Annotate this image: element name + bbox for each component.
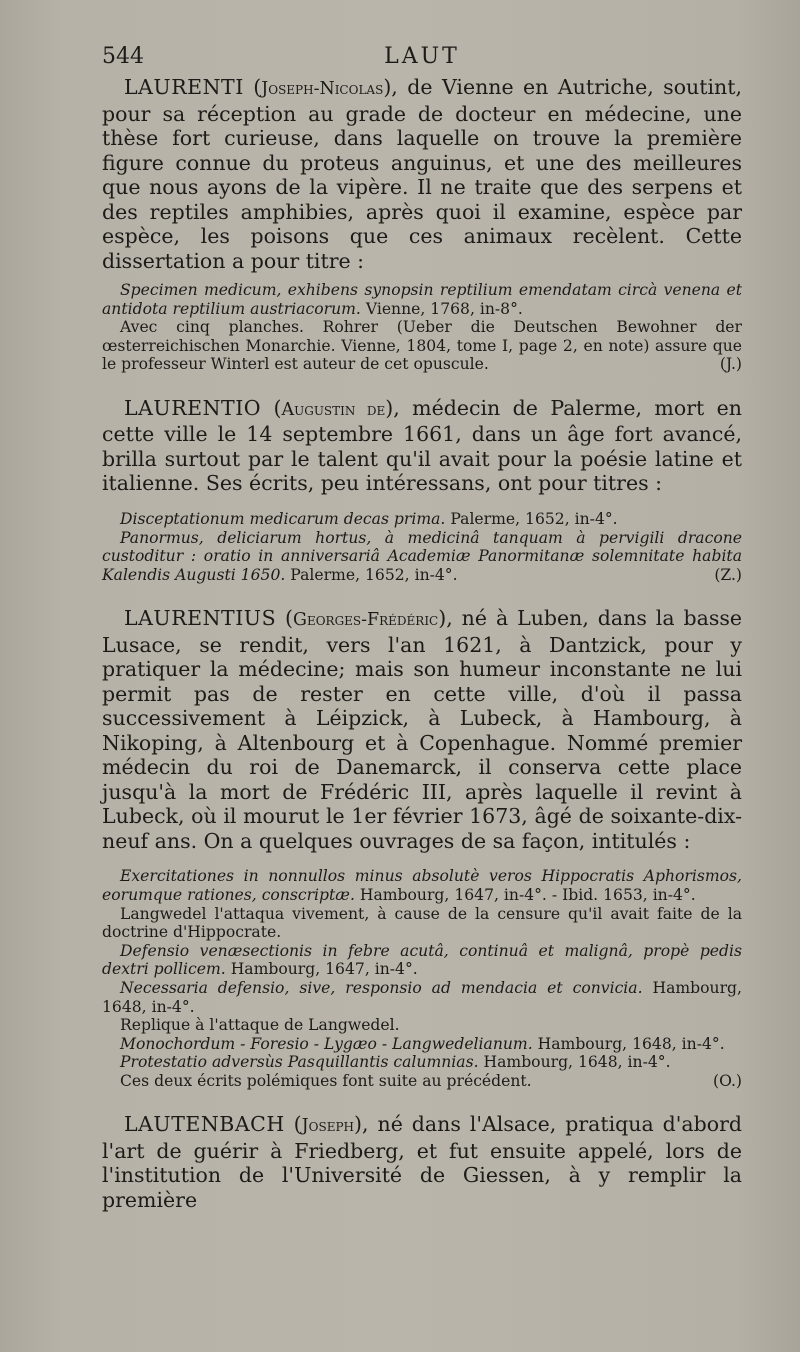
work-note [102, 1072, 742, 1091]
entry-text: ), de Vienne en Autriche, soutint, pour sa réception au grade de docteur en médecine, une thèse fort curieuse, dans laquelle on trouve la première figure connue du proteus anguinus, et une des meilleures que nous ayons de la vipère. Il ne traite que des serpens et des reptiles amphibies, après quoi il examine, espèce par espèce, les poisons que ces animaux recèlent. Cette dissertation a pour titre : [102, 75, 743, 273]
page-number: 544 [102, 44, 144, 69]
work-item [102, 281, 742, 318]
work-details: Langwedel l'attaqua vivement, à cause de la censure qu'il avait faite de la doctrine d'Hippocrate. [102, 904, 742, 942]
work-details: Hambourg, 1647, in-4°. [230, 960, 418, 979]
work-details: Palerme, 1652, in-4°. [450, 509, 618, 528]
work-title: Exercitationes in nonnullos minus absolutè veros Hippocratis Aphorismos, eorumque rationes, conscriptæ. [102, 867, 742, 904]
work-item [102, 1035, 742, 1054]
work-title: Defensio venæsectionis in febre acutâ, continuâ et malignâ, propè pedis dextri pollicem. [102, 941, 742, 979]
entry-forename: Joseph-Nicolas [261, 79, 384, 99]
work-title: Specimen medicum, exhibens synopsin reptilium emendatam circà venena et antidota reptilium austriacorum. [102, 281, 742, 318]
entry-forename: Augustin de [281, 399, 386, 420]
work-item [102, 979, 742, 1016]
author-signature: (Z.) [714, 565, 742, 584]
work-item [102, 529, 742, 585]
work-title: Monochordum - Foresio - Lygæo - Langwedelianum. [120, 1034, 533, 1053]
bibliography [102, 281, 742, 374]
work-item [102, 867, 742, 904]
work-note [102, 318, 742, 374]
entry-name: LAURENTI [124, 75, 244, 99]
work-note [102, 1016, 742, 1035]
page-content [102, 44, 742, 1212]
work-item [102, 942, 742, 979]
running-head [102, 44, 742, 69]
entry-name: LAUTENBACH [124, 1112, 285, 1137]
work-details: Vienne, 1768, in-8°. [365, 299, 523, 318]
running-head-word: LAUT [384, 44, 460, 69]
entry-text: ), né à Luben, dans la basse Lusace, se rendit, vers l'an 1621, à Dantzick, pour y pratiquer la médecine; mais son humeur inconstante ne lui permit pas de rester en cette ville, d'où il passa successivement à Léipzick, à Lubeck, à Hambourg, à Nikoping, à Altenbourg et à Copenhague. Nommé premier médecin du roi de Danemarck, il conserva cette place jusqu'à la mort de Frédéric III, après laquelle il revint à Lubeck, où il mourut le 1er février 1673, âgé de soixante-dix-neuf ans. On a quelques ouvrages de sa façon, intitulés : [102, 606, 742, 853]
entry-name: LAURENTIUS [124, 606, 277, 631]
work-details: Ces deux écrits polémiques font suite au précédent. [120, 1071, 532, 1090]
author-signature: (J.) [719, 355, 742, 374]
entry-text: ), médecin de Palerme, mort en cette ville le 14 septembre 1661, dans un âge fort avancé, brilla surtout par le talent qu'il avait pour la poésie latine et italienne. Ses écrits, peu intéressans, ont pour titres : [102, 395, 743, 496]
entry-name: LAURENTIO [124, 395, 262, 420]
work-details: Hambourg, 1647, in-4°. - Ibid. 1653, in-4°. [359, 885, 696, 904]
work-details: Hambourg, 1648, in-4°. [102, 978, 742, 1016]
work-title: Protestatio adversùs Pasquillantis calumnias. [120, 1053, 479, 1072]
entry-forename: Georges-Frédéric [293, 610, 439, 631]
entry-forename: Joseph [301, 1116, 355, 1137]
bibliography [102, 510, 742, 584]
work-details: Palerme, 1652, in-4°. [290, 565, 458, 584]
entry-text: ), né dans l'Alsace, pratiqua d'abord l'art de guérir à Friedberg, et fut ensuite appelé, lors de l'institution de l'Université de Giessen, à y remplir la première [102, 1112, 743, 1212]
work-item [102, 510, 742, 529]
bibliography [102, 867, 742, 1090]
work-title: Panormus, deliciarum hortus, à medicinâ tanquam à pervigili dracone custoditur : oratio in anniversariâ Academiæ Panormitanæ solemnitate habita Kalendis Augusti 1650. [102, 528, 742, 584]
entry-lautenbach: LAUTENBACH (Joseph), né dans l'Alsace, pratiqua d'abord l'art de guérir à Friedberg, et fut ensuite appelé, lors de l'institution de l'Université de Giessen, à y remplir la première [102, 1112, 743, 1212]
entry-laurentio: LAURENTIO (Augustin de), médecin de Palerme, mort en cette ville le 14 septembre 1661, dans un âge fort avancé, brilla surtout par le talent qu'il avait pour la poésie latine et italienne. Ses écrits, peu intéressans, ont pour titres : [102, 395, 743, 496]
entry-laurenti: LAURENTI (Joseph-Nicolas), de Vienne en Autriche, soutint, pour sa réception au grade de docteur en médecine, une thèse fort curieuse, dans laquelle on trouve la première figure connue du proteus anguinus, et une des meilleures que nous ayons de la vipère. Il ne traite que des serpens et des reptiles amphibies, après quoi il examine, espèce par espèce, les poisons que ces animaux recèlent. Cette dissertation a pour titre : [102, 75, 743, 273]
author-signature: (O.) [713, 1071, 742, 1090]
work-note [102, 905, 742, 942]
entry-laurentius: LAURENTIUS (Georges-Frédéric), né à Luben, dans la basse Lusace, se rendit, vers l'an 1621, à Dantzick, pour y pratiquer la médecine; mais son humeur inconstante ne lui permit pas de rester en cette ville, d'où il passa successivement à Léipzick, à Lubeck, à Hambourg, à Nikoping, à Altenbourg et à Copenhague. Nommé premier médecin du roi de Danemarck, il conserva cette place jusqu'à la mort de Frédéric III, après laquelle il revint à Lubeck, où il mourut le 1er février 1673, âgé de soixante-dix-neuf ans. On a quelques ouvrages de sa façon, intitulés : [102, 606, 742, 853]
work-title: Necessaria defensio, sive, responsio ad mendacia et convicia. [120, 978, 643, 997]
work-details: Avec cinq planches. Rohrer (Ueber die Deutschen Bewohner der œsterreichischen Monarchie. Vienne, 1804, tome I, page 2, en note) assure que le professeur Winterl est auteur de cet opuscule. [102, 318, 742, 374]
work-details: Hambourg, 1648, in-4°. [537, 1034, 725, 1053]
work-item [102, 1053, 742, 1072]
work-title: Disceptationum medicarum decas prima. [120, 509, 446, 528]
work-details: Replique à l'attaque de Langwedel. [120, 1016, 400, 1035]
work-details: Hambourg, 1648, in-4°. [483, 1053, 671, 1072]
